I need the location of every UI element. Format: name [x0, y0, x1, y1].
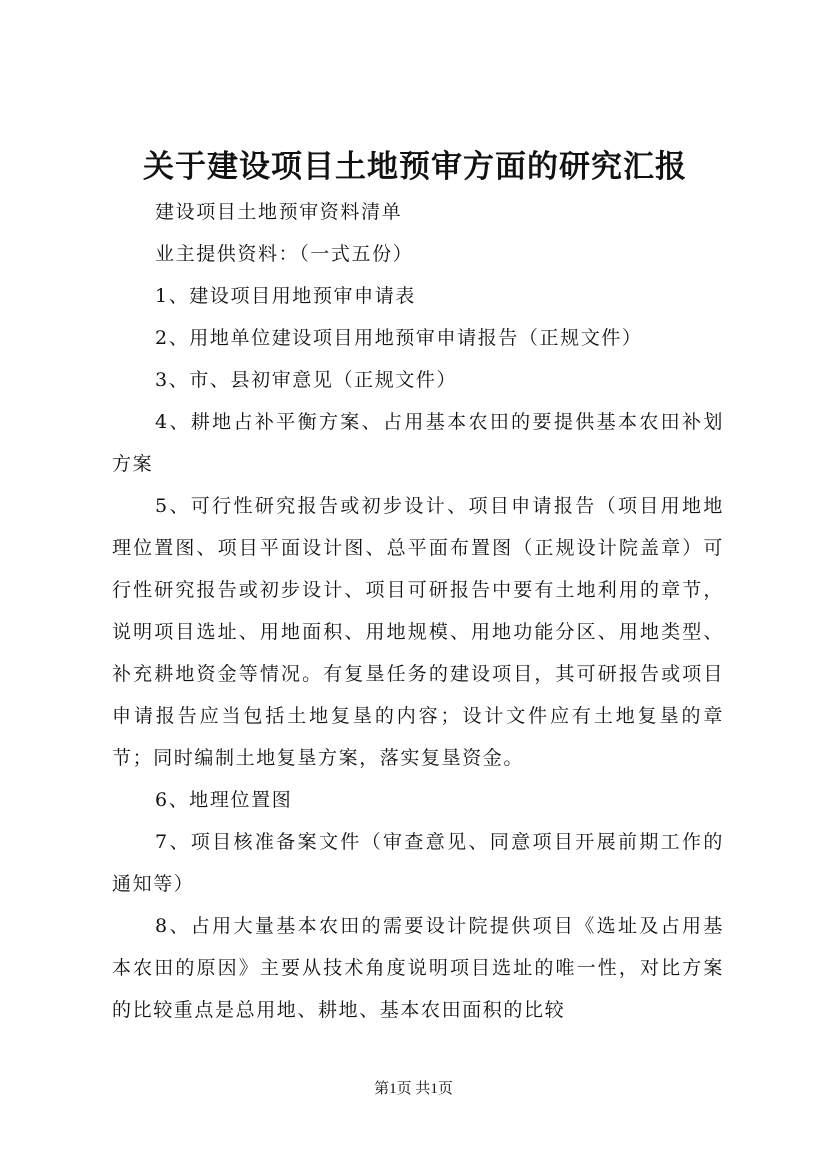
- paragraph-item-6: 6、地理位置图: [155, 789, 293, 811]
- paragraph-item-5: 5、可行性研究报告或初步设计、项目申请报告（项目用地地理位置图、项目平面设计图、总平面布置图（正规设计院盖章）可行性研究报告或初步设计、项目可研报告中要有土地利用的章节，说明项目选址、用地面积、用地规模、用地功能分区、用地类型、补充耕地资金等情况。有复垦任务的建设项目，其可研报告或项目申请报告应当包括土地复垦的内容；设计文件应有土地复垦的章节；同时编制土地复垦方案，落实复垦资金。: [112, 495, 724, 769]
- paragraph-list-heading: 建设项目土地预审资料清单: [155, 201, 403, 223]
- paragraph-item-7: 7、项目核准备案文件（审查意见、同意项目开展前期工作的通知等）: [112, 831, 724, 895]
- document-title: 关于建设项目土地预审方面的研究汇报: [143, 149, 687, 185]
- paragraph-item-4: 4、耕地占补平衡方案、占用基本农田的要提供基本农田补划方案: [112, 411, 724, 475]
- page-footer: 第1页 共1页: [374, 1081, 453, 1097]
- paragraph-item-2: 2、用地单位建设项目用地预审申请报告（正规文件）: [155, 327, 643, 349]
- document-body: [112, 191, 724, 1031]
- paragraph-item-3: 3、市、县初审意见（正规文件）: [155, 369, 458, 391]
- paragraph-item-1: 1、建设项目用地预审申请表: [155, 285, 416, 307]
- paragraph-item-8: 8、占用大量基本农田的需要设计院提供项目《选址及占用基本农田的原因》主要从技术角度说明项目选址的唯一性，对比方案的比较重点是总用地、耕地、基本农田面积的比较: [112, 915, 724, 1021]
- paragraph-owner-materials: 业主提供资料：（一式五份）: [155, 243, 414, 265]
